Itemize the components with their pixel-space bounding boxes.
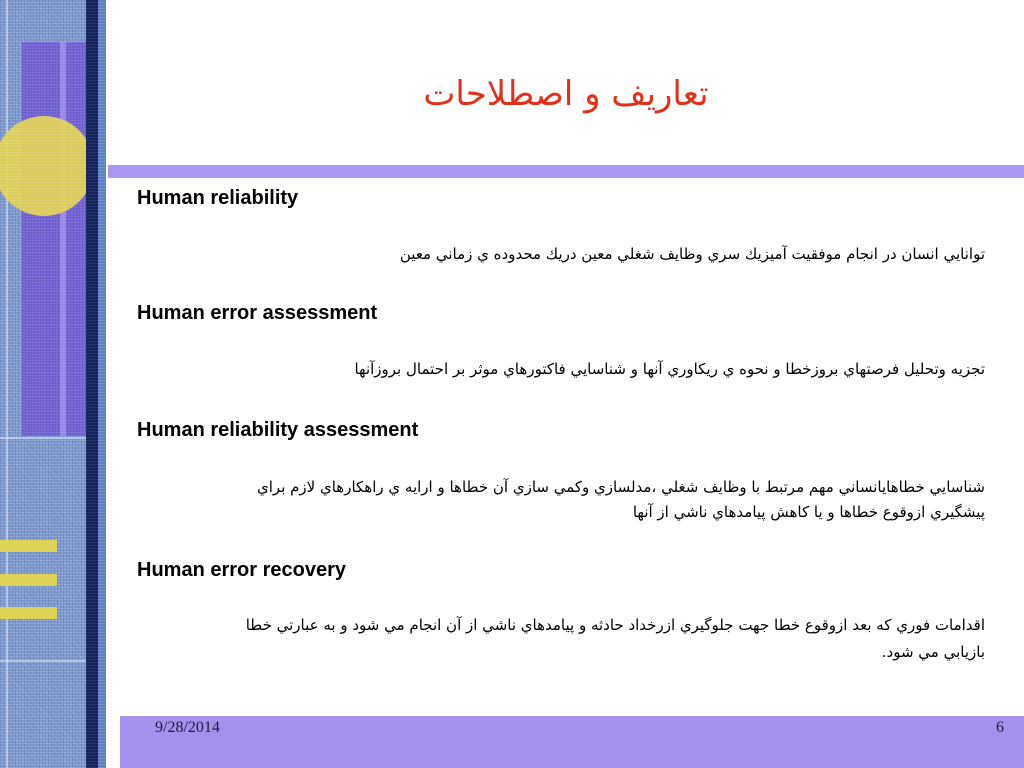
definition-text-line: شناسايي خطاهايانساني مهم مرتبط با وظايف شغلي ،مدلسازي وكمي سازي آن خطاها و ارايه ي راهكارهاي لازم براي [257,478,985,496]
decorative-grid-line [0,437,88,439]
definition-text-line: توانايي انسان در انجام موفقيت آميزيك سري وظايف شغلي معين دريك محدوده ي زماني معين [399,245,985,263]
definition-text-line: بازيابي مي شود. [881,643,985,661]
definition-text-line: تجزيه وتحليل فرصتهاي بروزخطا و نحوه ي ريكاوري آنها و شناسايي فاكتورهاي موثر بر احتمال بروزآنها [354,360,985,378]
decorative-band-highlight [60,42,66,436]
decorative-purple-band [22,42,86,436]
definition-text-line: پيشگيري ازوقوع خطاها و يا كاهش پيامدهاي ناشي از آنها [632,503,985,521]
definition-text [130,475,985,525]
decorative-yellow-bar [0,540,57,552]
definition-term: Human reliability [137,187,299,209]
footer-date: 9/28/2014 [155,719,220,736]
decorative-grid-line [6,0,8,768]
slide-title: تعاريف و اصطلاحات [423,74,709,114]
definition-term: Human reliability assessment [137,419,419,441]
decorative-light-stripe [98,0,106,768]
title-divider-bar [108,165,1024,178]
definition-text [130,242,985,267]
decorative-grid-line [0,660,88,662]
slide-number: 6 [996,719,1004,736]
definition-text [130,612,985,666]
definition-text [130,357,985,382]
decorative-yellow-bar [0,607,57,619]
footer-bar [120,716,1024,768]
decorative-dark-stripe [86,0,98,768]
decorative-yellow-bar [0,574,57,586]
definition-term: Human error assessment [137,302,378,324]
definition-term: Human error recovery [137,559,346,581]
definition-text-line: اقدامات فوري كه بعد ازوقوع خطا جهت جلوگيري ازرخداد حادثه و پيامدهاي ناشي از آن انجام مي شود و به عبارتي خطا [245,616,985,634]
